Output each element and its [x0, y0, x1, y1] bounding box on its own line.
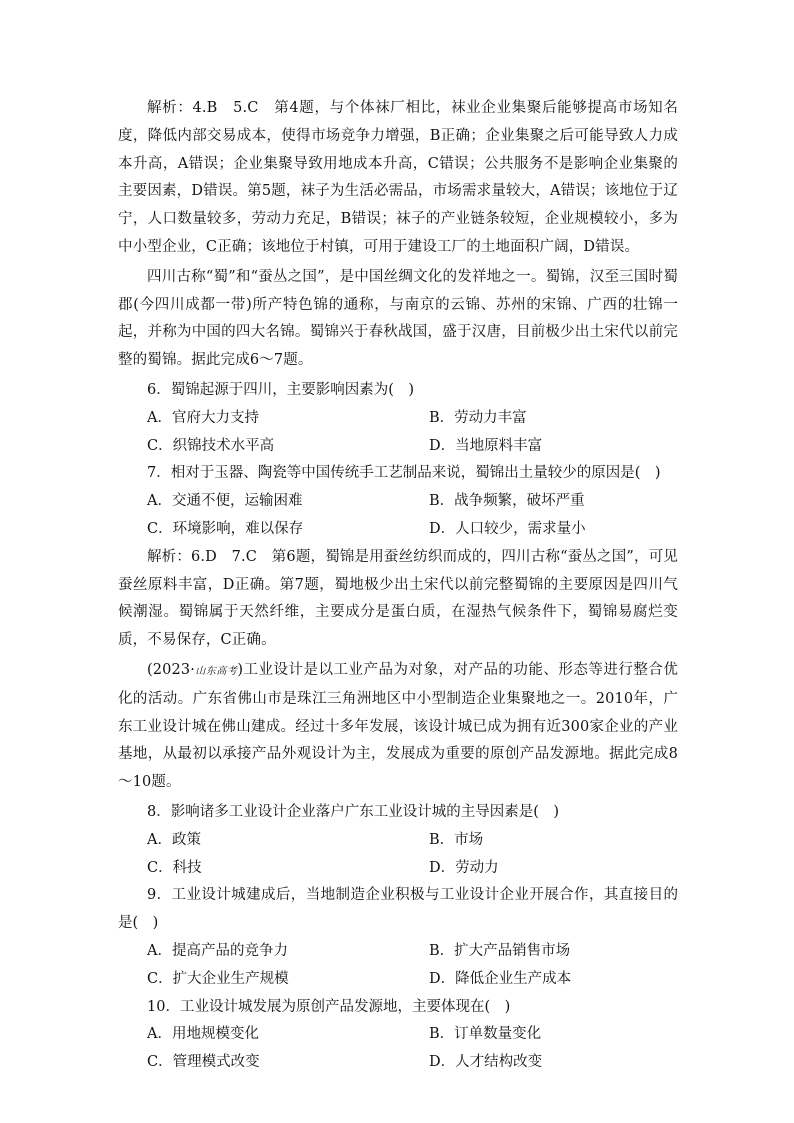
document-page [118, 95, 678, 1077]
option-a: A．交通不便，运输困难 [147, 493, 303, 510]
answer-explanation-4-5: 解析：4.B 5.C 第4题，与个体袜厂相比，袜业企业集聚后能够提高市场知名度，降低内部交易成本，使得市场竞争力增强，B正确；企业集聚之后可能导致人力成本升高，A错误；企业集聚导致用地成本升高，C错误；公共服务不是影响企业集聚的主要因素，D错误。第5题，袜子为生活必需品，市场需求量较大，A错误；该地位于辽宁，人口数量较多，劳动力充足，B错误；袜子的产业链条较短，企业规模较小，多为中小型企业，C正确；该地位于村镇，可用于建设工厂的土地面积广阔，D错误。 [118, 100, 678, 255]
option-a: A．政策 [147, 831, 201, 848]
option-a: A．用地规模变化 [147, 1026, 259, 1043]
question-10 [118, 994, 678, 1077]
option-b: B．市场 [429, 831, 484, 848]
option-c: C．管理模式改变 [147, 1054, 260, 1071]
passage-industrial-design [118, 657, 678, 797]
question-8 [118, 799, 678, 882]
option-b: B．战争频繁，破坏严重 [429, 493, 585, 510]
source-label: 山东高考 [195, 665, 238, 677]
option-d: D．当地原料丰富 [429, 437, 543, 454]
option-a: A．提高产品的竞争力 [147, 942, 288, 959]
source-prefix: (2023· [147, 661, 196, 678]
option-d: D．降低企业生产成本 [429, 970, 572, 987]
option-b: B．劳动力丰富 [429, 409, 527, 426]
question-stem: 10．工业设计城发展为原创产品发源地，主要体现在( ) [147, 998, 511, 1015]
passage-body: )工业设计是以工业产品为对象，对产品的功能、形态等进行整合优化的活动。广东省佛山市是珠江三角洲地区中小型制造企业集聚地之一。2010年，广东工业设计城在佛山建成。经过十多年发展，该设计城已成为拥有近300家企业的产业基地，从最初以承接产品外观设计为主，发展成为重要的原创产品发源地。据此完成8～10题。 [118, 661, 679, 791]
option-d: D．人才结构改变 [429, 1054, 543, 1071]
option-c: C．织锦技术水平高 [147, 437, 275, 454]
question-6 [118, 377, 678, 460]
answer-explanation-6-7: 解析：6.D 7.C 第6题，蜀锦是用蚕丝纺织而成的，四川古称“蚕丛之国”，可见蚕丝原料丰富，D正确。第7题，蜀地极少出土宋代以前完整蜀锦的主要原因是四川气候潮湿。蜀锦属于天然纤维，主要成分是蛋白质，在湿热气候条件下，蜀锦易腐烂变质，不易保存，C正确。 [118, 548, 678, 649]
question-7 [118, 460, 678, 543]
question-stem: 9．工业设计城建成后，当地制造企业积极与工业设计企业开展合作，其直接目的是( ) [118, 887, 678, 932]
passage-shujin: 四川古称“蜀”和“蚕丛之国”，是中国丝绸文化的发祥地之一。蜀锦，汉至三国时蜀郡(今四川成都一带)所产特色锦的通称，与南京的云锦、苏州的宋锦、广西的壮锦一起，并称为中国的四大名锦。蜀锦兴于春秋战国，盛于汉唐，目前极少出土宋代以前完整的蜀锦。据此完成6～7题。 [118, 268, 678, 369]
option-c: C．科技 [147, 859, 202, 876]
question-9 [118, 882, 678, 993]
option-c: C．环境影响，难以保存 [147, 520, 304, 537]
option-c: C．扩大企业生产规模 [147, 970, 289, 987]
option-a: A．官府大力支持 [147, 409, 259, 426]
option-d: D．人口较少，需求量小 [429, 520, 586, 537]
option-d: D．劳动力 [429, 859, 499, 876]
question-stem: 7．相对于玉器、陶瓷等中国传统手工艺制品来说，蜀锦出土量较少的原因是( ) [147, 465, 661, 482]
option-b: B．扩大产品销售市场 [429, 942, 571, 959]
question-stem: 8．影响诸多工业设计企业落户广东工业设计城的主导因素是( ) [147, 803, 560, 820]
option-b: B．订单数量变化 [429, 1026, 542, 1043]
question-stem: 6．蜀锦起源于四川，主要影响因素为( ) [147, 381, 415, 398]
